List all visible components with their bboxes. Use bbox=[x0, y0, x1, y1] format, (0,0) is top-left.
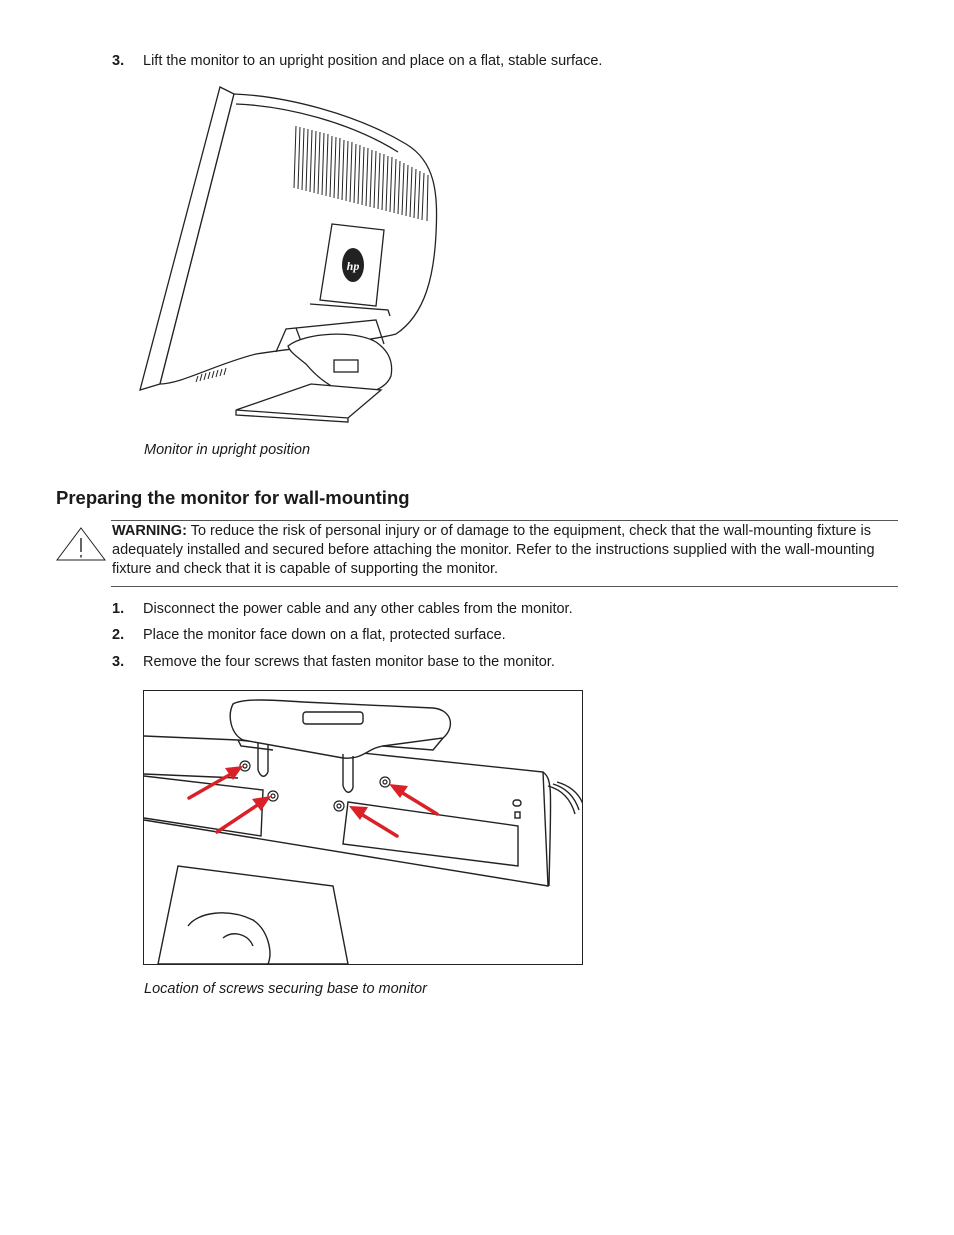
monitor-upright-illustration bbox=[136, 84, 448, 424]
warning-text bbox=[112, 522, 882, 579]
step-text: Disconnect the power cable and any other cables from the monitor. bbox=[143, 601, 573, 617]
step-text: Lift the monitor to an upright position and place on a flat, stable surface. bbox=[143, 53, 603, 69]
step-disconnect-cables bbox=[112, 600, 573, 618]
step-number: 3. bbox=[112, 53, 125, 69]
step-number: 1. bbox=[112, 601, 125, 617]
step-place-face-down bbox=[112, 626, 506, 644]
hp-logo-icon bbox=[342, 248, 364, 282]
step-number: 2. bbox=[112, 627, 125, 643]
step-remove-screws bbox=[112, 653, 555, 671]
step-number: 3. bbox=[112, 654, 125, 670]
warning-body: To reduce the risk of personal injury or of damage to the equipment, check that the wall-mounting fixture is adequately installed and secured before attaching the monitor. Refer to the instructions supplied with the wall-mounting fixture and check that it is capable of supporting the monitor. bbox=[112, 523, 875, 577]
warning-label: WARNING: bbox=[112, 523, 187, 539]
warning-triangle-icon bbox=[56, 527, 106, 561]
step-text: Remove the four screws that fasten monitor base to the monitor. bbox=[143, 654, 555, 670]
step-lift-monitor bbox=[112, 52, 602, 70]
warning-top-rule bbox=[111, 520, 898, 521]
figure1-caption: Monitor in upright position bbox=[144, 442, 311, 458]
step-text: Place the monitor face down on a flat, protected surface. bbox=[143, 627, 506, 643]
figure2-caption: Location of screws securing base to monitor bbox=[144, 981, 427, 997]
screw-locations-illustration bbox=[143, 690, 583, 965]
section-heading: Preparing the monitor for wall-mounting bbox=[56, 487, 410, 508]
hp-logo-text: hp bbox=[346, 259, 360, 273]
warning-bottom-rule bbox=[111, 586, 898, 587]
